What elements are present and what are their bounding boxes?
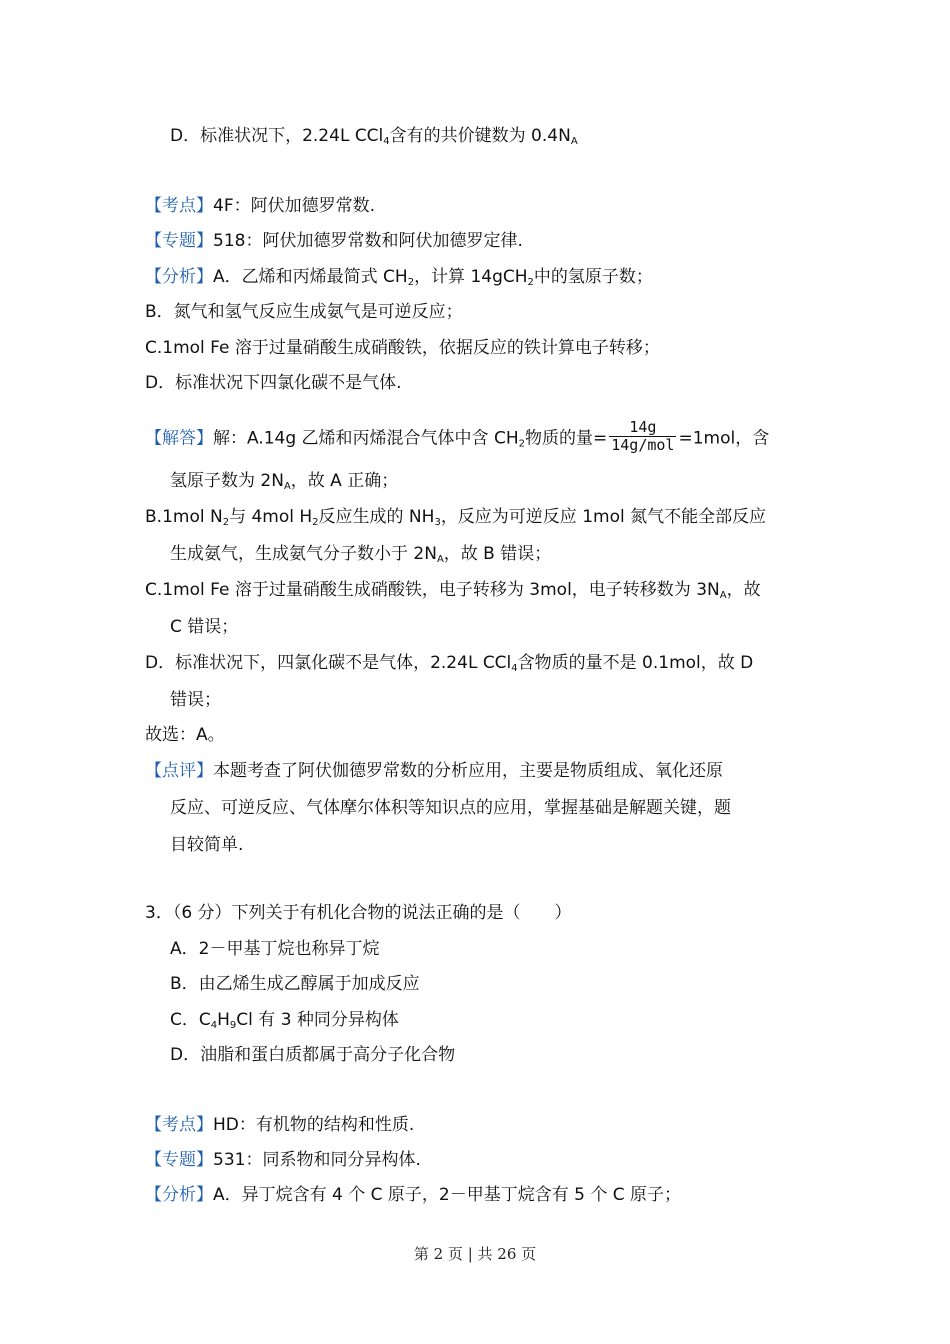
- q2-zhuanti: 【专题】518：阿伏加德罗常数和阿伏加德罗定律.: [145, 231, 523, 251]
- q3-kaodian: 【考点】HD：有机物的结构和性质.: [145, 1115, 415, 1135]
- jieda-tag: 【解答】: [145, 428, 213, 449]
- q2-fenxi: 【分析】A．乙烯和丙烯最简式 $CH_2$，计算 14gCH$_2$中的氢原子数；: [145, 267, 653, 288]
- q2-fenxi-b: B．氮气和氢气反应生成氨气是可逆反应；: [145, 302, 463, 322]
- q2-jieda: 【解答】解：A.14g 乙烯和丙烯混合气体中含 $CH_2$物质的量= $\frac{14g}{\text{14g/mol}}$ =1mol，含: [145, 418, 770, 454]
- q2-option-d: D．标准状况下，2.24L CCl$_4$含有的共价键数为 $0.4N_A$: [170, 126, 578, 147]
- zhuanti-tag: 【专题】: [145, 231, 213, 251]
- q3-option-d: D．油脂和蛋白质都属于高分子化合物: [170, 1045, 456, 1065]
- q2-jieda-b-cont: 生成氨气，生成氨气分子数小于 $2N_A$，故 B 错误；: [170, 544, 552, 565]
- q3-option-a: A．2－甲基丁烷也称异丁烷: [170, 939, 380, 959]
- fraction: [609, 419, 676, 454]
- fenxi-tag: 【分析】: [145, 267, 213, 287]
- q2-dianping-cont2: 目较简单.: [170, 835, 244, 855]
- fraction-denominator: 14g/mol: [611, 436, 675, 454]
- fenxi-tag: 【分析】: [145, 1185, 213, 1205]
- q3-fenxi: 【分析】A．异丁烷含有 4 个 C 原子，2－甲基丁烷含有 5 个 C 原子；: [145, 1185, 682, 1205]
- q2-dianping-cont1: 反应、可逆反应、气体摩尔体积等知识点的应用，掌握基础是解题关键，题: [170, 798, 731, 818]
- q2-jieda-d: D．标准状况下，四氯化碳不是气体，2.24L CCl$_4$含物质的量不是 0.1mol，故 D: [145, 653, 754, 674]
- q2-fenxi-c: C.1mol Fe 溶于过量硝酸生成硝酸铁，依据反应的铁计算电子转移；: [145, 338, 660, 358]
- q2-answer: 故选：A。: [145, 725, 225, 745]
- q2-dianping: 【点评】本题考查了阿伏伽德罗常数的分析应用，主要是物质组成、氧化还原: [145, 761, 723, 781]
- kaodian-tag: 【考点】: [145, 196, 213, 216]
- q2-kaodian: 【考点】4F：阿伏加德罗常数.: [145, 196, 375, 216]
- q3-option-b: B．由乙烯生成乙醇属于加成反应: [170, 974, 420, 994]
- dianping-tag: 【点评】: [145, 761, 213, 781]
- fraction-numerator: 14g: [609, 419, 676, 437]
- q2-jieda-b: B.1mol $N_2$与 4mol $H_2$反应生成的 $NH_3$，反应为可逆反应 1mol 氮气不能全部反应: [145, 507, 767, 528]
- q3-option-c: C．$C_4H_9Cl$ 有 3 种同分异构体: [170, 1010, 399, 1031]
- q2-fenxi-d: D．标准状况下四氯化碳不是气体.: [145, 373, 402, 393]
- q3-zhuanti: 【专题】531：同系物和同分异构体.: [145, 1150, 421, 1170]
- page-footer: 第 2 页 | 共 26 页: [413, 1245, 537, 1263]
- q2-jieda-a-cont: 氢原子数为 $2N_A$，故 A 正确；: [170, 471, 399, 492]
- q3-stem: 3．（6 分）下列关于有机化合物的说法正确的是（ ）: [145, 903, 572, 923]
- q2-jieda-d-cont: 错误；: [170, 690, 221, 710]
- kaodian-tag: 【考点】: [145, 1115, 213, 1135]
- q2-jieda-c-cont: C 错误；: [170, 617, 239, 637]
- q2-jieda-c: C.1mol Fe 溶于过量硝酸生成硝酸铁，电子转移为 3mol，电子转移数为 $3N_A$，故: [145, 580, 761, 601]
- zhuanti-tag: 【专题】: [145, 1150, 213, 1170]
